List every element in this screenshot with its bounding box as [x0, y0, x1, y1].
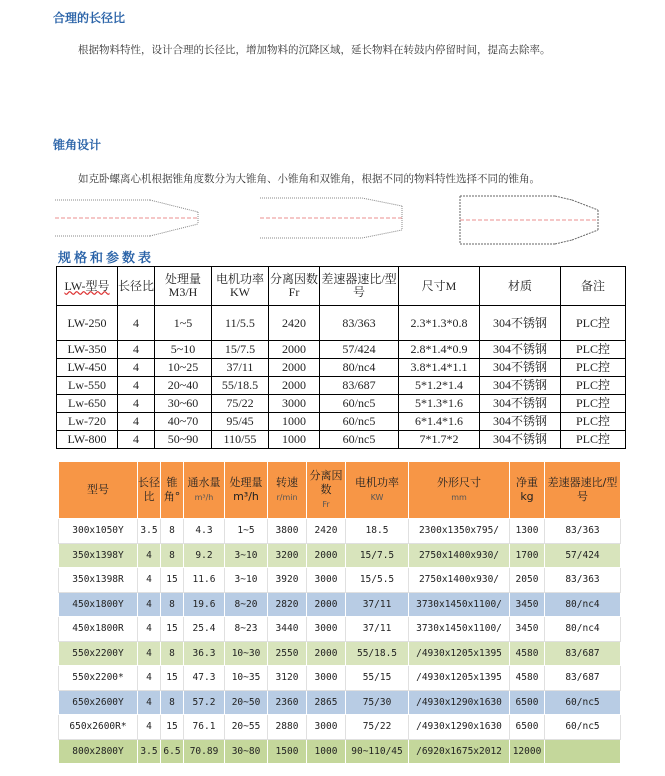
cell: 350x1398R: [59, 568, 138, 593]
spec-table-lw: [56, 266, 626, 449]
cell: 15: [161, 715, 184, 740]
cell: 4: [138, 568, 161, 593]
cell: 3000: [307, 617, 346, 642]
header-cell: 电机功率KW: [212, 267, 269, 306]
cell: 20~40: [155, 377, 212, 395]
cell: 5~10: [155, 341, 212, 359]
cell: 8~20: [225, 592, 268, 617]
cell: 800x2800Y: [59, 739, 138, 764]
cell: 4: [138, 690, 161, 715]
cell: 350x1398Y: [59, 543, 138, 568]
cell: 2750x1400x930/: [409, 568, 510, 593]
cell: 304不锈钢: [480, 306, 561, 341]
cell: 2000: [269, 359, 320, 377]
cell: 2.3*1.3*0.8: [399, 306, 480, 341]
cell: 11/5.5: [212, 306, 269, 341]
cell: 37/11: [212, 359, 269, 377]
table-row: [57, 413, 626, 431]
cone-angle-diagrams: [50, 192, 620, 248]
cell: 8: [161, 690, 184, 715]
cell: 2000: [307, 543, 346, 568]
cell: 4: [118, 306, 155, 341]
cell: PLC控: [561, 359, 626, 377]
cell: 2050: [510, 568, 545, 593]
cell: 83/363: [320, 306, 399, 341]
cell: 3.8*1.4*1.1: [399, 359, 480, 377]
cell: 20~55: [225, 715, 268, 740]
cell: 304不锈钢: [480, 395, 561, 413]
cell: 3200: [268, 543, 307, 568]
cell: 4: [118, 377, 155, 395]
cell: 15: [161, 568, 184, 593]
cell: 110/55: [212, 431, 269, 449]
cell: 60/nc5: [545, 690, 621, 715]
cell: 4: [138, 641, 161, 666]
cell: 76.1: [184, 715, 225, 740]
cell: 2820: [268, 592, 307, 617]
cell: /4930x1290x1630: [409, 690, 510, 715]
cell: 1~5: [225, 519, 268, 544]
cell: 36.3: [184, 641, 225, 666]
table-row: [57, 359, 626, 377]
cell: PLC控: [561, 395, 626, 413]
cell: 1300: [510, 519, 545, 544]
cell: 6.5: [161, 739, 184, 764]
table-row: [59, 715, 621, 740]
cell: 50~90: [155, 431, 212, 449]
cell: 3000: [307, 666, 346, 691]
cell: 4: [138, 617, 161, 642]
cell: 60/nc5: [320, 395, 399, 413]
cell: PLC控: [561, 431, 626, 449]
cell: 57/424: [545, 543, 621, 568]
table-row: [57, 377, 626, 395]
cell: 2420: [269, 306, 320, 341]
cell: 15/7.5: [346, 543, 409, 568]
header-cell: 长径比: [118, 267, 155, 306]
cell: 18.5: [346, 519, 409, 544]
cell: 1000: [307, 739, 346, 764]
cell: 450x1800Y: [59, 592, 138, 617]
cell: 1000: [269, 431, 320, 449]
cell: /4930x1205x1395: [409, 641, 510, 666]
table-row: [59, 617, 621, 642]
table-header-row: [57, 267, 626, 306]
cell: 304不锈钢: [480, 413, 561, 431]
header-cell: 型号: [59, 462, 138, 519]
cell: 15: [161, 617, 184, 642]
cell: Lw-720: [57, 413, 118, 431]
section-text-aspect-ratio: 根据物料特性，设计合理的长径比，增加物料的沉降区域，延长物料在转鼓内停留时间，提高去除率。: [78, 44, 551, 56]
table-row: [57, 395, 626, 413]
cell: 57/424: [320, 341, 399, 359]
table-row: [59, 666, 621, 691]
header-cell: 分离因数Fr: [269, 267, 320, 306]
cell: 4: [118, 431, 155, 449]
cell: 1500: [268, 739, 307, 764]
cell: PLC控: [561, 413, 626, 431]
cell: 4580: [510, 641, 545, 666]
cell: PLC控: [561, 341, 626, 359]
cell: 40~70: [155, 413, 212, 431]
cell: 3800: [268, 519, 307, 544]
cell: 8: [161, 519, 184, 544]
cell: 3730x1450x1100/: [409, 592, 510, 617]
table-row: [57, 306, 626, 341]
cell: 550x2200*: [59, 666, 138, 691]
cell: 37/11: [346, 592, 409, 617]
cell: 60/nc5: [320, 413, 399, 431]
table-row: [57, 431, 626, 449]
cell: 30~80: [225, 739, 268, 764]
cell: 11.6: [184, 568, 225, 593]
cell: 650x2600Y: [59, 690, 138, 715]
cell: 450x1800R: [59, 617, 138, 642]
cell: 3~10: [225, 543, 268, 568]
cell: 3000: [269, 395, 320, 413]
table-body: [59, 519, 621, 764]
cell: 4580: [510, 666, 545, 691]
cell: 2420: [307, 519, 346, 544]
cell: 2000: [269, 341, 320, 359]
cell: 1000: [269, 413, 320, 431]
cell: /4930x1290x1630: [409, 715, 510, 740]
header-cell: 差速器速比/型号: [545, 462, 621, 519]
header-cell: 锥角°: [161, 462, 184, 519]
cell: 60/nc5: [320, 431, 399, 449]
cell: 3.5: [138, 739, 161, 764]
cell: 55/18.5: [346, 641, 409, 666]
header-cell: 净重kg: [510, 462, 545, 519]
header-cell: 外形尺寸 mm: [409, 462, 510, 519]
cell: 8: [161, 592, 184, 617]
cell: 4.3: [184, 519, 225, 544]
cell: 37/11: [346, 617, 409, 642]
cell: 6500: [510, 690, 545, 715]
cell: 6*1.4*1.6: [399, 413, 480, 431]
cell: 10~25: [155, 359, 212, 377]
cell: 15/5.5: [346, 568, 409, 593]
cell: 5*1.3*1.6: [399, 395, 480, 413]
cell: 15: [161, 666, 184, 691]
header-cell: 处理量M3/H: [155, 267, 212, 306]
cell: 3440: [268, 617, 307, 642]
table-row: [59, 641, 621, 666]
cell: 2880: [268, 715, 307, 740]
cell: 3730x1450x1100/: [409, 617, 510, 642]
cell: 8~23: [225, 617, 268, 642]
cell: 5*1.2*1.4: [399, 377, 480, 395]
cell: [545, 739, 621, 764]
cell: 304不锈钢: [480, 377, 561, 395]
section-title-aspect-ratio: 合理的长径比: [53, 11, 126, 25]
table-row: [59, 519, 621, 544]
header-cell: 差速器速比/型号: [320, 267, 399, 306]
cell: 83/687: [545, 641, 621, 666]
header-cell: 分离因数 Fr: [307, 462, 346, 519]
large-cone-diagram: [55, 200, 198, 236]
cell: 3120: [268, 666, 307, 691]
table-row: [59, 568, 621, 593]
cell: 80/nc4: [545, 592, 621, 617]
table-row: [57, 341, 626, 359]
cell: 4: [138, 592, 161, 617]
cell: 8: [161, 543, 184, 568]
cell: 12000: [510, 739, 545, 764]
cell: 20~50: [225, 690, 268, 715]
cell: 4: [138, 543, 161, 568]
cell: PLC控: [561, 377, 626, 395]
cell: 650x2600R*: [59, 715, 138, 740]
cell: 55/18.5: [212, 377, 269, 395]
cell: 304不锈钢: [480, 359, 561, 377]
cell: 2300x1350x795/: [409, 519, 510, 544]
cell: 4: [118, 359, 155, 377]
cell: 10~30: [225, 641, 268, 666]
cell: 19.6: [184, 592, 225, 617]
cell: 4: [118, 413, 155, 431]
cell: /6920x1675x2012: [409, 739, 510, 764]
cell: 4: [118, 395, 155, 413]
cell: 4: [138, 666, 161, 691]
cell: LW-800: [57, 431, 118, 449]
table-row: [59, 690, 621, 715]
cell: 550x2200Y: [59, 641, 138, 666]
cell: /4930x1205x1395: [409, 666, 510, 691]
cell: 95/45: [212, 413, 269, 431]
spec-table-title: 规格和参数表: [58, 251, 155, 266]
cell: 9.2: [184, 543, 225, 568]
cell: Lw-550: [57, 377, 118, 395]
cell: 2750x1400x930/: [409, 543, 510, 568]
cell: 83/687: [320, 377, 399, 395]
section-text-cone-angle: 如克卧螺离心机根据锥角度数分为大锥角、小锥角和双锥角，根据不同的物料特性选择不同的锥角。: [78, 173, 540, 185]
cell: 2.8*1.4*0.9: [399, 341, 480, 359]
cell: 1~5: [155, 306, 212, 341]
cell: LW-450: [57, 359, 118, 377]
cell: 80/nc4: [320, 359, 399, 377]
table-row: [59, 543, 621, 568]
cell: 300x1050Y: [59, 519, 138, 544]
cell: 2000: [307, 641, 346, 666]
cell: 4: [118, 341, 155, 359]
cell: 3450: [510, 592, 545, 617]
table-row: [59, 739, 621, 764]
header-cell: 处理量m³/h: [225, 462, 268, 519]
header-cell: 电机功率 KW: [346, 462, 409, 519]
table-header-row: [59, 462, 621, 519]
small-cone-diagram: [260, 198, 402, 238]
cell: 10~35: [225, 666, 268, 691]
cell: 57.2: [184, 690, 225, 715]
cell: 3~10: [225, 568, 268, 593]
cell: 83/363: [545, 568, 621, 593]
double-cone-diagram: [460, 196, 598, 244]
spec-table-model: [58, 461, 621, 764]
cell: PLC控: [561, 306, 626, 341]
cell: 4: [138, 715, 161, 740]
header-cell: 转速 r/min: [268, 462, 307, 519]
header-cell: 尺寸M: [399, 267, 480, 306]
cell: 55/15: [346, 666, 409, 691]
cell: 2865: [307, 690, 346, 715]
cell: 83/363: [545, 519, 621, 544]
cell: 2000: [307, 592, 346, 617]
header-cell: 通水量 m³/h: [184, 462, 225, 519]
section-title-cone-angle: 锥角设计: [53, 138, 102, 152]
table-row: [59, 592, 621, 617]
cell: 7*1.7*2: [399, 431, 480, 449]
cell: 83/687: [545, 666, 621, 691]
cell: 75/22: [212, 395, 269, 413]
cell: 6500: [510, 715, 545, 740]
cell: 3450: [510, 617, 545, 642]
cell: 90~110/45: [346, 739, 409, 764]
cell: 2360: [268, 690, 307, 715]
cell: LW-250: [57, 306, 118, 341]
cell: LW-350: [57, 341, 118, 359]
cell: 3.5: [138, 519, 161, 544]
cell: 1700: [510, 543, 545, 568]
cell: 304不锈钢: [480, 341, 561, 359]
cell: 304不锈钢: [480, 431, 561, 449]
cell: 60/nc5: [545, 715, 621, 740]
cell: 3000: [307, 568, 346, 593]
cell: Lw-650: [57, 395, 118, 413]
cell: 47.3: [184, 666, 225, 691]
cell: 2550: [268, 641, 307, 666]
cell: 8: [161, 641, 184, 666]
header-cell: 备注: [561, 267, 626, 306]
header-cell: LW-型号: [57, 267, 118, 306]
cell: 15/7.5: [212, 341, 269, 359]
cell: 3000: [307, 715, 346, 740]
cell: 30~60: [155, 395, 212, 413]
cell: 75/30: [346, 690, 409, 715]
cell: 2000: [269, 377, 320, 395]
header-cell: 材质: [480, 267, 561, 306]
cell: 75/22: [346, 715, 409, 740]
header-cell: 长径比: [138, 462, 161, 519]
cell: 80/nc4: [545, 617, 621, 642]
cell: 25.4: [184, 617, 225, 642]
cell: 70.89: [184, 739, 225, 764]
cell: 3920: [268, 568, 307, 593]
